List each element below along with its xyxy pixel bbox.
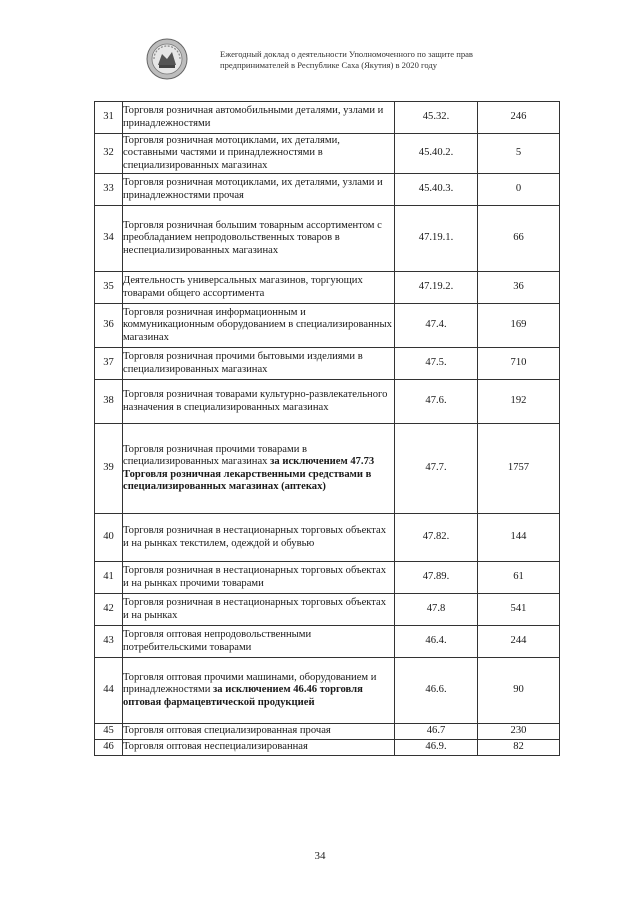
okved-code: 47.5. (395, 348, 478, 380)
activity-name (123, 514, 395, 562)
activity-name-text: Торговля оптовая неспециализированная (123, 741, 308, 753)
table-row (95, 724, 560, 740)
table-row (95, 134, 560, 174)
entity-count: 0 (478, 174, 560, 206)
okved-code: 47.19.1. (395, 206, 478, 272)
okved-code: 45.40.2. (395, 134, 478, 174)
activity-name (123, 724, 395, 740)
activity-name-exception: за исключением 46.46 торговля оптовая фармацевтической продукцией (123, 684, 363, 708)
activity-name-text: Торговля розничная мотоциклами, их деталями, составными частями и принадлежностями в специализированных магазинах (123, 134, 340, 171)
activity-name (123, 304, 395, 348)
entity-count: 82 (478, 740, 560, 756)
activity-name (123, 380, 395, 424)
activity-name-text: Торговля розничная мотоциклами, их деталями, узлами и принадлежностями прочая (123, 177, 383, 201)
report-title-line-1: Ежегодный доклад о деятельности Уполномоченного по защите прав (220, 49, 473, 59)
activity-name-text: Торговля розничная в нестационарных торговых объектах и на рынках текстилем, одеждой и обувью (123, 525, 387, 549)
report-title-line-2: предпринимателей в Республике Саха (Якутия) в 2020 году (220, 60, 438, 70)
row-number: 36 (95, 304, 123, 348)
entity-count: 36 (478, 272, 560, 304)
entity-count: 244 (478, 626, 560, 658)
activity-name-text: Торговля розничная в нестационарных торговых объектах и на рынках прочими товарами (123, 565, 387, 589)
table-row (95, 348, 560, 380)
activity-name-text: Торговля розничная в нестационарных торговых объектах и на рынках (123, 597, 387, 621)
row-number: 44 (95, 658, 123, 724)
okved-code: 47.8 (395, 594, 478, 626)
okved-code: 46.6. (395, 658, 478, 724)
report-title (220, 49, 473, 71)
activity-name-text: Торговля розничная большим товарным ассортиментом с преобладанием непродовольственных товаров в неспециализированных магазинах (123, 219, 382, 256)
row-number: 33 (95, 174, 123, 206)
entity-count: 541 (478, 594, 560, 626)
row-number: 46 (95, 740, 123, 756)
okved-code: 46.9. (395, 740, 478, 756)
emblem-logo (146, 38, 188, 80)
okved-code: 47.6. (395, 380, 478, 424)
row-number: 31 (95, 102, 123, 134)
activity-table (94, 101, 560, 756)
activity-name (123, 424, 395, 514)
activity-name-text: Торговля розничная автомобильными деталями, узлами и принадлежностями (123, 105, 384, 129)
row-number: 43 (95, 626, 123, 658)
activity-name (123, 206, 395, 272)
table-row (95, 514, 560, 562)
table-row (95, 380, 560, 424)
activity-name-text: Торговля оптовая специализированная прочая (123, 725, 331, 737)
table-row (95, 658, 560, 724)
table-row (95, 272, 560, 304)
entity-count: 5 (478, 134, 560, 174)
row-number: 41 (95, 562, 123, 594)
table-row (95, 626, 560, 658)
entity-count: 169 (478, 304, 560, 348)
page-header (146, 38, 566, 82)
activity-name (123, 134, 395, 174)
activity-name (123, 348, 395, 380)
activity-name (123, 594, 395, 626)
row-number: 40 (95, 514, 123, 562)
activity-name-text: Торговля розничная прочими товарами в специализированных магазинах (123, 443, 308, 468)
row-number: 39 (95, 424, 123, 514)
activity-name-text: Торговля розничная товарами культурно-развлекательного назначения в специализированных магазинах (123, 389, 388, 413)
entity-count: 1757 (478, 424, 560, 514)
okved-code: 47.19.2. (395, 272, 478, 304)
activity-name (123, 658, 395, 724)
activity-name (123, 740, 395, 756)
entity-count: 192 (478, 380, 560, 424)
okved-code: 45.40.3. (395, 174, 478, 206)
okved-code: 46.4. (395, 626, 478, 658)
okved-code: 47.7. (395, 424, 478, 514)
activity-name-text: Торговля оптовая прочими машинами, оборудованием и принадлежностями (123, 671, 377, 696)
table-row (95, 304, 560, 348)
activity-name (123, 102, 395, 134)
entity-count: 710 (478, 348, 560, 380)
page-number: 34 (314, 850, 326, 862)
okved-code: 47.89. (395, 562, 478, 594)
entity-count: 144 (478, 514, 560, 562)
row-number: 42 (95, 594, 123, 626)
table-row (95, 102, 560, 134)
activity-name-text: Торговля розничная информационным и коммуникационным оборудованием в специализированных магазинах (123, 306, 392, 343)
row-number: 32 (95, 134, 123, 174)
activity-name (123, 562, 395, 594)
okved-code: 47.4. (395, 304, 478, 348)
activity-name-text: Торговля розничная прочими бытовыми изделиями в специализированных магазинах (123, 351, 363, 375)
entity-count: 246 (478, 102, 560, 134)
activity-name-text: Деятельность универсальных магазинов, торгующих товарами общего ассортимента (123, 275, 363, 299)
table-row (95, 424, 560, 514)
activity-name (123, 174, 395, 206)
row-number: 37 (95, 348, 123, 380)
entity-count: 90 (478, 658, 560, 724)
entity-count: 66 (478, 206, 560, 272)
activity-name-exception: за исключением 47.73 Торговля розничная лекарственными средствами в специализированных магазинах (аптеках) (123, 456, 375, 492)
table-row (95, 562, 560, 594)
okved-code: 46.7 (395, 724, 478, 740)
table-row (95, 740, 560, 756)
row-number: 35 (95, 272, 123, 304)
entity-count: 61 (478, 562, 560, 594)
activity-table-body (95, 102, 560, 756)
activity-name (123, 626, 395, 658)
row-number: 45 (95, 724, 123, 740)
activity-name-text: Торговля оптовая непродовольственными потребительскими товарами (123, 629, 312, 653)
row-number: 38 (95, 380, 123, 424)
table-row (95, 206, 560, 272)
row-number: 34 (95, 206, 123, 272)
okved-code: 47.82. (395, 514, 478, 562)
table-row (95, 174, 560, 206)
activity-name (123, 272, 395, 304)
okved-code: 45.32. (395, 102, 478, 134)
entity-count: 230 (478, 724, 560, 740)
table-row (95, 594, 560, 626)
